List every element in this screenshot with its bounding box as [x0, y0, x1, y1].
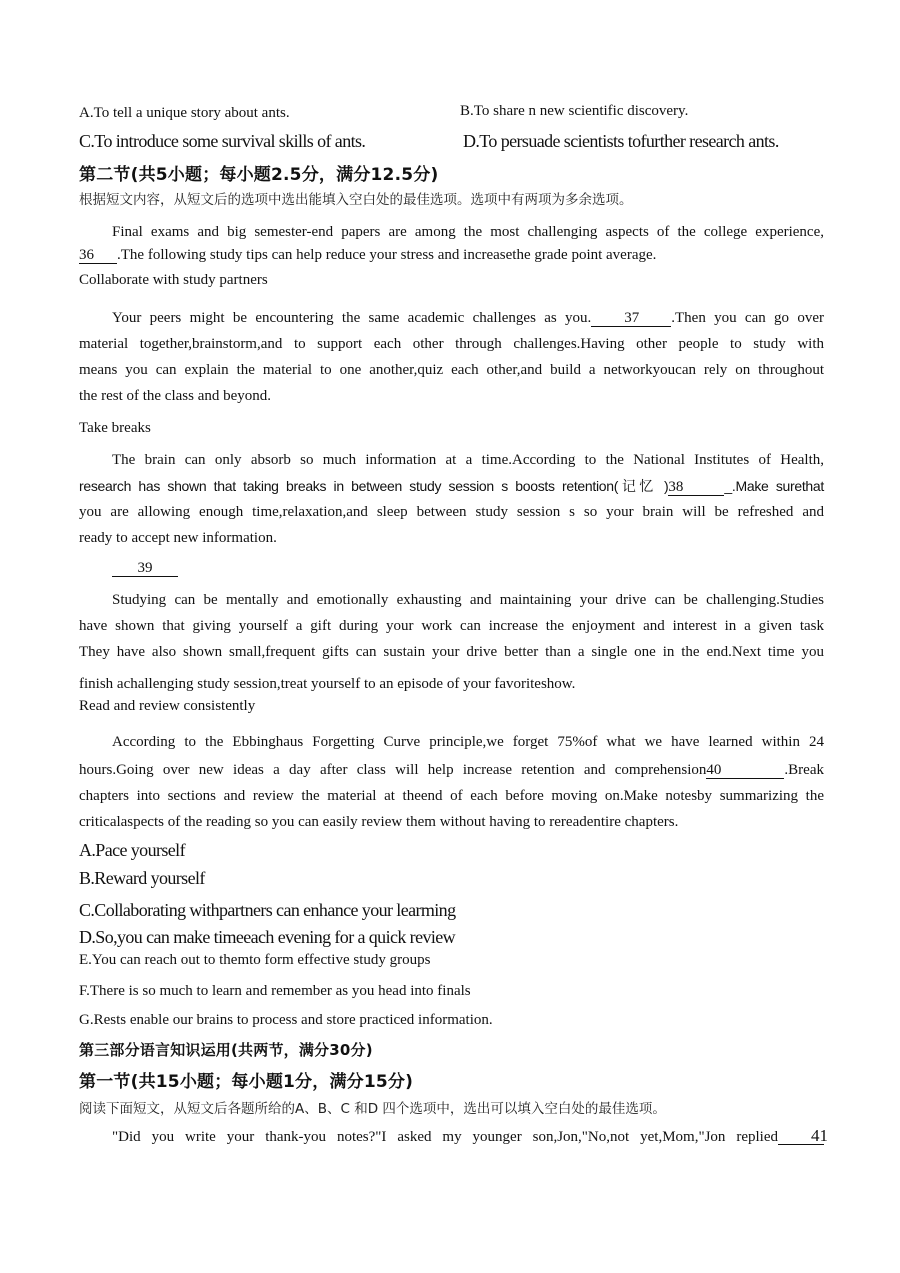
paragraph-2 — [79, 447, 824, 551]
p4-line-3: chapters into sections and review the material at theend of each before moving on.Make notesby summarizing the — [79, 788, 824, 804]
p2-line-2 — [79, 473, 824, 499]
cloze-line-1 — [79, 1124, 828, 1150]
section2-heading: 第二节(共5小题；每小题2.5分，满分12.5分) — [79, 165, 439, 185]
p2-line-4: ready to accept new information. — [79, 530, 277, 546]
blank-40: 40 — [706, 762, 784, 779]
option-c: C.To introduce some survival skills of ants. — [79, 131, 366, 151]
option-a: A.To tell a unique story about ants. — [79, 105, 290, 121]
subheading-breaks: Take breaks — [79, 420, 151, 436]
part3-instruction: 阅读下面短文，从短文后各题所给的A、B、C 和D 四个选项中，选出可以填入空白处的最佳选项。 — [79, 1101, 666, 1117]
answer-option-d: D.So,you can make timeeach evening for a quick review — [79, 927, 456, 947]
cloze-paragraph — [79, 1124, 828, 1150]
intro-line-2-text: .The following study tips can help reduce your stress and increasethe grade point average. — [117, 247, 657, 263]
p1-line-1b: .Then you can go over — [671, 310, 824, 326]
p4-line-2b: .Break — [784, 762, 824, 778]
p1-line-4: the rest of the class and beyond. — [79, 388, 272, 404]
answer-option-a: A.Pace yourself — [79, 840, 185, 860]
blank-37: 37 — [591, 310, 671, 327]
answer-option-f: F.There is so much to learn and remember as you head into finals — [79, 983, 471, 999]
p1-line-3: means you can explain the material to one another,quiz each other,and build a networkyoucan rely on throughout — [79, 362, 824, 378]
section2-instruction: 根据短文内容，从短文后的选项中选出能填入空白处的最佳选项。选项中有两项为多余选项。 — [79, 192, 633, 208]
p3-line-3: They have also shown small,frequent gifts can sustain your drive better than a single one in the end.Next time you — [79, 644, 824, 660]
p1-line-1 — [79, 305, 824, 331]
paragraph-4 — [79, 729, 824, 835]
p2-line-2b: _.Make surethat — [724, 478, 824, 494]
p2-line-3: you are allowing enough time,relaxation,and sleep between study session s so your brain will be refreshed and — [79, 504, 824, 520]
p4-line-1: According to the Ebbinghaus Forgetting Curve principle,we forget 75%of what we have learned within 24 — [112, 734, 824, 750]
p4-line-2 — [79, 757, 824, 783]
p1-line-1a: Your peers might be encountering the same academic challenges as you. — [112, 310, 592, 326]
paragraph-1 — [79, 305, 824, 409]
p2-line-2a: research has shown that taking breaks in between study session s boosts retention(记忆 ) — [79, 478, 669, 494]
subheading-collaborate: Collaborate with study partners — [79, 272, 268, 288]
paragraph-3 — [79, 587, 824, 697]
cloze-line-1-text: "Did you write your thank-you notes?"I asked my younger son,Jon,"No,not yet,Mom,"Jon replied — [112, 1129, 778, 1145]
part3-section1-heading: 第一节(共15小题；每小题1分，满分15分) — [79, 1072, 414, 1092]
answer-option-c: C.Collaborating withpartners can enhance your learming — [79, 900, 456, 920]
intro-line-2 — [79, 242, 824, 268]
blank-41: 41 — [778, 1128, 824, 1145]
subheading-39 — [112, 560, 178, 577]
blank-38: 38 — [668, 479, 724, 496]
p4-line-4: criticalaspects of the reading so you can easily review them without having to rereadentire chapters. — [79, 814, 679, 830]
answer-option-g: G.Rests enable our brains to process and store practiced information. — [79, 1012, 493, 1028]
subheading-review: Read and review consistently — [79, 698, 256, 714]
part3-heading: 第三部分语言知识运用(共两节，满分30分) — [79, 1041, 373, 1059]
p3-line-2: have shown that giving yourself a gift during your work can increase the enjoyment and interest in a given task — [79, 618, 824, 634]
blank-36: 36 — [79, 247, 117, 264]
option-d: D.To persuade scientists tofurther research ants. — [463, 131, 779, 151]
p3-line-1: Studying can be mentally and emotionally exhausting and maintaining your drive can be challenging.Studies — [112, 592, 824, 608]
p3-line-4: finish achallenging study session,treat yourself to an episode of your favoriteshow. — [79, 676, 576, 692]
p1-line-2: material together,brainstorm,and to support each other through challenges.Having other people to study with — [79, 336, 824, 352]
blank-39: 39 — [112, 560, 178, 577]
p2-line-1: The brain can only absorb so much information at a time.According to the National Institutes of Health, — [112, 452, 824, 468]
p4-line-2a: hours.Going over new ideas a day after class will help increase retention and comprehension — [79, 762, 707, 778]
intro-line-1: Final exams and big semester-end papers are among the most challenging aspects of the college experience, — [112, 224, 824, 240]
option-b: B.To share n new scientific discovery. — [460, 103, 689, 119]
answer-option-b: B.Reward yourself — [79, 868, 205, 888]
answer-option-e: E.You can reach out to themto form effective study groups — [79, 952, 431, 968]
intro-paragraph — [79, 219, 824, 268]
